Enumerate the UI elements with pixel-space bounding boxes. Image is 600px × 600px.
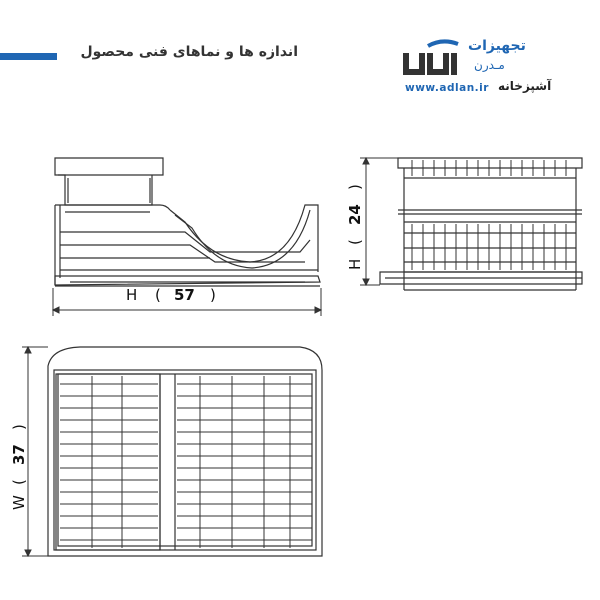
logo-url: www.adlan.ir [405,82,489,94]
length-axis-label: H [126,286,138,304]
width-open-paren: ( [10,479,28,485]
width-close-paren: ) [10,424,28,430]
logo-tagline-2: مـدرن [474,58,505,72]
length-open-paren: ( [155,286,161,304]
length-value: 57 [174,286,195,304]
end-view-wires [412,160,566,270]
side-view [55,158,320,286]
page-title: اندازه ها و نماهای فنی محصول [80,44,298,60]
height-axis-label: H [346,258,364,270]
end-view [380,158,582,290]
height-dimension [360,158,398,285]
width-axis-label: W [10,495,28,510]
logo-tagline-1: تجهیزات [468,38,526,54]
top-view [48,347,322,556]
length-close-paren: ) [210,286,216,304]
height-value: 24 [346,204,364,225]
top-view-wires [60,376,312,548]
logo-tagline-3: آشپزخانه [498,79,552,93]
height-open-paren: ( [346,239,364,245]
width-value: 37 [10,444,28,465]
height-close-paren: ) [346,184,364,190]
